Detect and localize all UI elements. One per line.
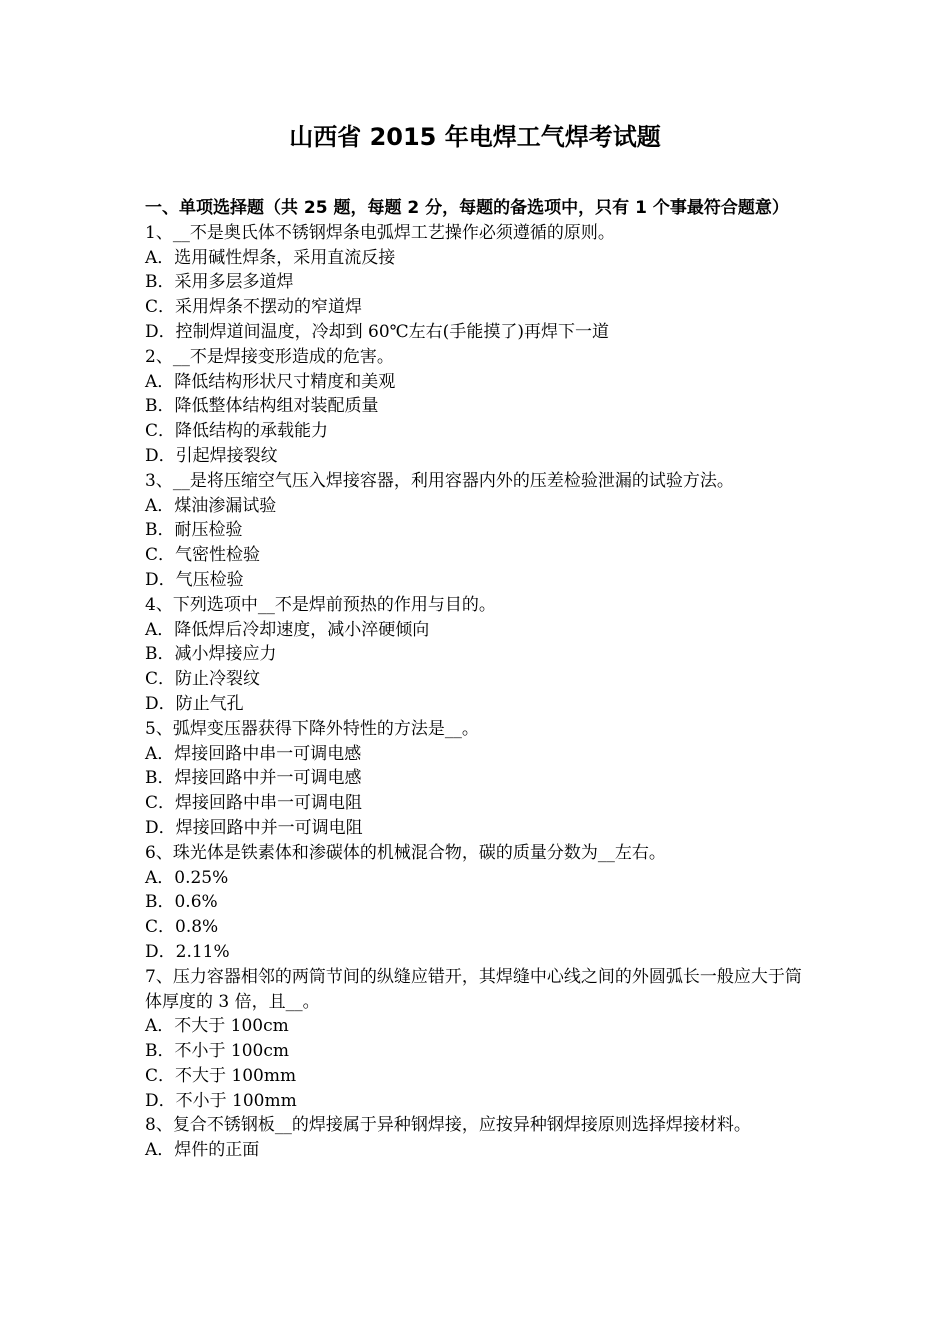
question-7	[145, 965, 810, 1114]
option-d: D．焊接回路中并一可调电阻	[145, 817, 363, 838]
option-d: D．控制焊道间温度，冷却到 60℃左右(手能摸了)再焊下一道	[145, 321, 609, 342]
option-c: C．不大于 100mm	[145, 1065, 297, 1086]
document-body	[145, 196, 810, 1163]
question-4	[145, 593, 810, 717]
option-b: B．0.6%	[145, 892, 218, 913]
option-a: A．选用碱性焊条，采用直流反接	[145, 247, 396, 268]
question-stem: 2、__不是焊接变形造成的危害。	[145, 346, 394, 367]
question-6	[145, 841, 810, 965]
option-b: B．采用多层多道焊	[145, 272, 294, 293]
option-a: A．煤油渗漏试验	[145, 495, 277, 516]
option-a: A．焊接回路中串一可调电感	[145, 743, 362, 764]
option-a: A．降低焊后冷却速度，减小淬硬倾向	[145, 619, 430, 640]
question-1	[145, 221, 810, 345]
question-2	[145, 345, 810, 469]
question-stem: 5、弧焊变压器获得下降外特性的方法是__。	[145, 718, 479, 739]
question-stem: 1、__不是奥氏体不锈钢焊条电弧焊工艺操作必须遵循的原则。	[145, 222, 615, 243]
question-stem: 6、珠光体是铁素体和渗碳体的机械混合物，碳的质量分数为__左右。	[145, 842, 666, 863]
option-d: D．引起焊接裂纹	[145, 445, 278, 466]
section-heading: 一、单项选择题（共 25 题，每题 2 分，每题的备选项中，只有 1 个事最符合题意）	[145, 198, 789, 218]
option-b: B．不小于 100cm	[145, 1041, 289, 1062]
document-title: 山西省 2015 年电焊工气焊考试题	[289, 123, 661, 151]
option-c: C．降低结构的承载能力	[145, 421, 329, 442]
option-d: D．2.11%	[145, 941, 230, 962]
option-c: C．气密性检验	[145, 545, 261, 566]
option-d: D．气压检验	[145, 569, 244, 590]
option-a: A．降低结构形状尺寸精度和美观	[145, 371, 396, 392]
question-8	[145, 1113, 810, 1163]
option-c: C．焊接回路中串一可调电阻	[145, 793, 363, 814]
question-stem: 8、复合不锈钢板__的焊接属于异种钢焊接，应按异种钢焊接原则选择焊接材料。	[145, 1115, 751, 1136]
question-stem: 3、__是将压缩空气压入焊接容器，利用容器内外的压差检验泄漏的试验方法。	[145, 470, 734, 491]
question-stem: 4、下列选项中__不是焊前预热的作用与目的。	[145, 594, 496, 615]
option-b: B．焊接回路中并一可调电感	[145, 768, 362, 789]
option-a: A．焊件的正面	[145, 1140, 260, 1161]
option-c: C．0.8%	[145, 917, 219, 938]
option-c: C．采用焊条不摆动的窄道焊	[145, 297, 363, 318]
option-a: A．不大于 100cm	[145, 1016, 289, 1037]
option-a: A．0.25%	[145, 867, 229, 888]
option-b: B．降低整体结构组对装配质量	[145, 396, 379, 417]
option-c: C．防止冷裂纹	[145, 669, 261, 690]
question-stem: 7、压力容器相邻的两筒节间的纵缝应错开，其焊缝中心线之间的外圆弧长一般应大于筒体厚度的 3 倍，且__。	[145, 966, 802, 1012]
question-3	[145, 469, 810, 593]
question-5	[145, 717, 810, 841]
option-d: D．防止气孔	[145, 693, 244, 714]
option-b: B．耐压检验	[145, 520, 243, 541]
option-d: D．不小于 100mm	[145, 1090, 297, 1111]
option-b: B．减小焊接应力	[145, 644, 277, 665]
